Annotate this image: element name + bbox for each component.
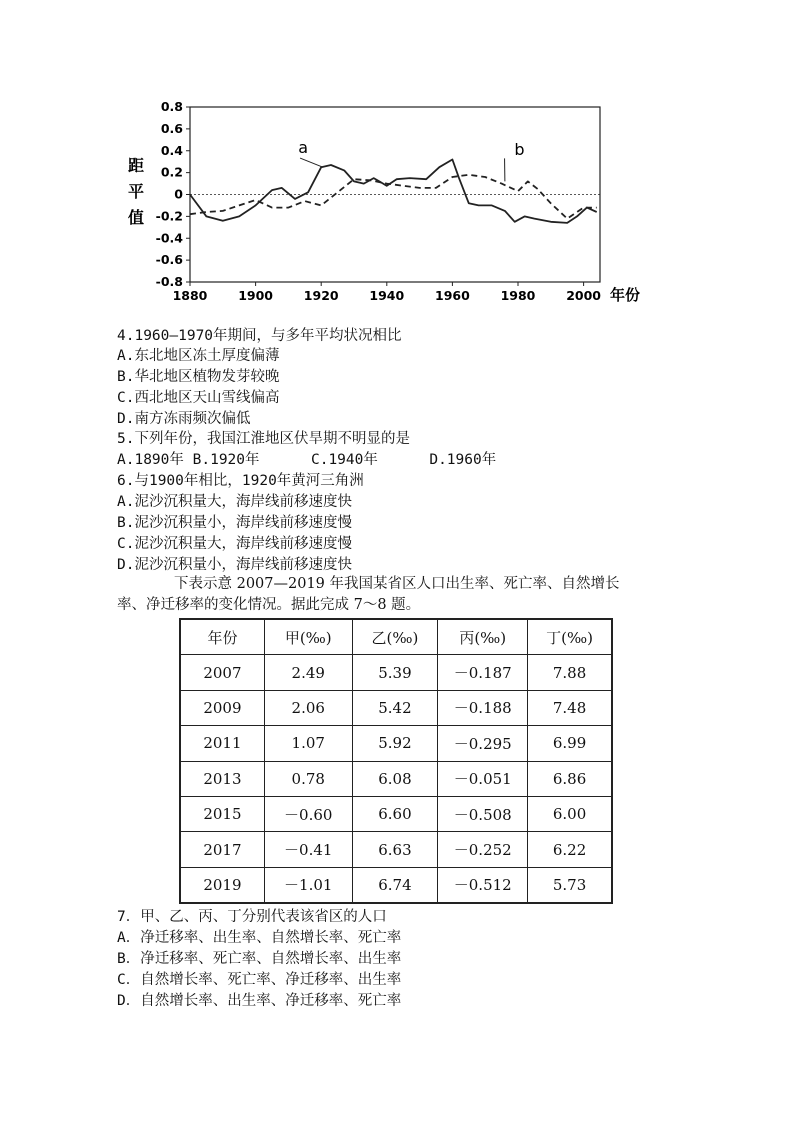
table-cell: 6.60 (352, 796, 438, 831)
table-cell: 6.00 (528, 796, 612, 831)
y-tick-label: 0 (174, 186, 183, 202)
table-cell: 2.06 (264, 690, 352, 725)
table-cell: 6.99 (528, 726, 612, 761)
series-label-a: a (298, 137, 309, 157)
table-cell: 2.49 (264, 655, 352, 690)
question-5-option-a: A.1890年 (117, 452, 184, 468)
x-tick-label: 1920 (303, 288, 339, 303)
table-cell: －0.508 (438, 796, 528, 831)
y-axis-label: 值 (127, 208, 145, 227)
question-6-option-d: D.泥沙沉积量小，海岸线前移速度快 (117, 557, 352, 573)
table-row (180, 761, 612, 796)
table-intro-line-2: 率、净迁移率的变化情况。据此完成 7～8 题。 (117, 597, 421, 613)
y-tick-label: -0.6 (155, 252, 183, 268)
table-cell: 7.88 (528, 655, 612, 690)
x-tick-label: 1960 (435, 288, 470, 303)
table-cell: 6.63 (352, 832, 438, 867)
question-6-option-b: B.泥沙沉积量小，海岸线前移速度慢 (117, 515, 352, 531)
y-tick-label: 0.8 (160, 99, 183, 114)
table-row (180, 832, 612, 867)
y-axis-label: 距 (127, 156, 145, 175)
table-intro-line-1: 下表示意 2007—2019 年我国某省区人口出生率、死亡率、自然增长 (174, 576, 620, 592)
table-header-year: 年份 (180, 619, 264, 655)
x-tick-label: 1980 (500, 288, 536, 303)
x-tick-label: 1880 (172, 288, 208, 303)
question-4-option-c: C.西北地区天山雪线偏高 (117, 390, 280, 406)
question-5-options-row (117, 450, 496, 470)
table-row (180, 867, 612, 903)
table-cell: －0.295 (438, 726, 528, 761)
table-cell: 0.78 (264, 761, 352, 796)
question-7-option-c: C．自然增长率、死亡率、净迁移率、出生率 (117, 972, 402, 988)
table-cell: 5.42 (352, 690, 438, 725)
table-row (180, 796, 612, 831)
y-axis-label: 平 (127, 182, 145, 201)
x-axis-label: 年份 (610, 286, 641, 304)
table-cell: 7.48 (528, 690, 612, 725)
question-5-option-b: B.1920年 (192, 452, 260, 468)
series-label-b: b (514, 140, 525, 160)
table-cell: －0.187 (438, 655, 528, 690)
question-7-option-d: D．自然增长率、出生率、净迁移率、死亡率 (117, 993, 402, 1009)
y-tick-label: 0.2 (160, 164, 183, 180)
table-header-jia: 甲(‰) (264, 619, 352, 655)
table-cell: 6.08 (352, 761, 438, 796)
question-6-option-c: C.泥沙沉积量大，海岸线前移速度慢 (117, 536, 352, 552)
table-cell: 2015 (180, 796, 264, 831)
x-tick-label: 1900 (238, 288, 273, 303)
table-cell: －1.01 (264, 867, 352, 903)
table-header-yi: 乙(‰) (352, 619, 438, 655)
y-tick-label: 0.6 (160, 120, 183, 136)
table-header-ding: 丁(‰) (528, 619, 612, 655)
table-cell: 2017 (180, 832, 264, 867)
table-cell: －0.60 (264, 796, 352, 831)
table-cell: 6.22 (528, 832, 612, 867)
y-tick-label: -0.2 (155, 208, 183, 224)
table-cell: 2011 (180, 726, 264, 761)
table-row (180, 690, 612, 725)
y-tick-label: -0.8 (155, 274, 183, 289)
question-7-option-b: B．净迁移率、死亡率、自然增长率、出生率 (117, 951, 402, 967)
table-cell: 2019 (180, 867, 264, 903)
question-5-option-d: D.1960年 (429, 452, 497, 468)
question-6-stem: 6.与1900年相比，1920年黄河三角洲 (117, 473, 364, 489)
question-7-option-a: A．净迁移率、出生率、自然增长率、死亡率 (117, 930, 402, 946)
question-4-option-b: B.华北地区植物发芽较晚 (117, 369, 280, 385)
question-5-option-c: C.1940年 (310, 452, 378, 468)
y-tick-label: 0.4 (160, 142, 183, 158)
population-table (179, 618, 613, 904)
question-6-option-a: A.泥沙沉积量大，海岸线前移速度快 (117, 494, 352, 510)
table-row (180, 655, 612, 690)
series-label-a-leader (300, 158, 323, 167)
x-tick-label: 1940 (369, 288, 405, 303)
series-line-a (190, 160, 597, 223)
table-cell: 2009 (180, 690, 264, 725)
table-cell: 2013 (180, 761, 264, 796)
question-4-option-a: A.东北地区冻土厚度偏薄 (117, 348, 280, 364)
table-cell: －0.252 (438, 832, 528, 867)
question-7-stem: 7．甲、乙、丙、丁分别代表该省区的人口 (117, 909, 387, 925)
x-tick-label: 2000 (566, 288, 601, 303)
table-header-row (180, 619, 612, 655)
table-cell: 5.73 (528, 867, 612, 903)
table-cell: －0.051 (438, 761, 528, 796)
table-cell: 5.39 (352, 655, 438, 690)
table-cell: －0.512 (438, 867, 528, 903)
table-header-bing: 丙(‰) (438, 619, 528, 655)
table-cell: 5.92 (352, 726, 438, 761)
line-chart (110, 95, 670, 310)
table-row (180, 726, 612, 761)
table-cell: 6.74 (352, 867, 438, 903)
question-4-stem: 4.1960—1970年期间，与多年平均状况相比 (117, 328, 402, 344)
table-cell: 1.07 (264, 726, 352, 761)
question-5-stem: 5.下列年份，我国江淮地区伏旱期不明显的是 (117, 431, 410, 447)
y-tick-label: -0.4 (155, 230, 183, 246)
table-cell: －0.41 (264, 832, 352, 867)
table-cell: 2007 (180, 655, 264, 690)
question-4-option-d: D.南方冻雨频次偏低 (117, 411, 251, 427)
table-cell: －0.188 (438, 690, 528, 725)
table-cell: 6.86 (528, 761, 612, 796)
